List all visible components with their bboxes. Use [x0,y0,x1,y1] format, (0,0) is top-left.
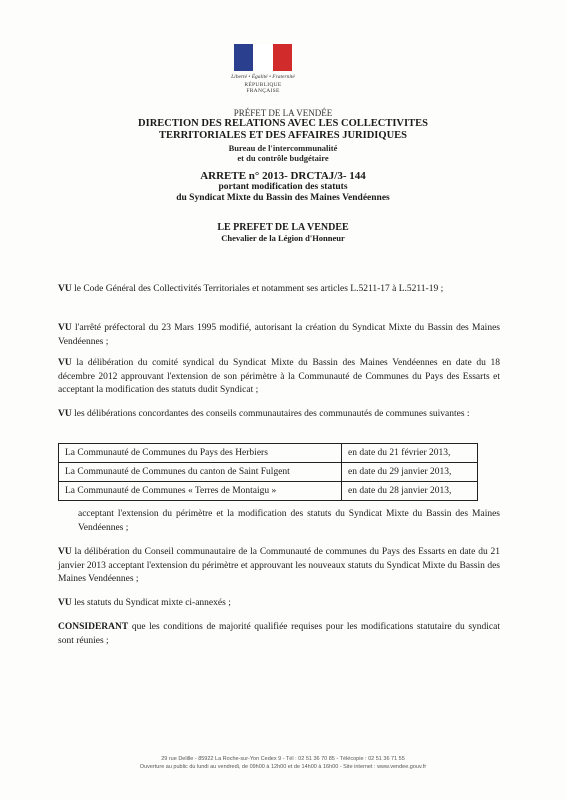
arrete-subject: portant modification des statuts du Syndicat Mixte du Bassin des Maines Vendéennes [176,182,390,203]
commune-name: La Communauté de Communes du canton de Saint Fulgent [59,463,342,482]
table-row [59,482,478,501]
vu-paragraph: VU la délibération du Conseil communautaire de la Communauté de communes du Pays des Essarts en date du 21 janvier 2013 acceptant l'extension du périmètre et approuvant les nouveaux statuts du Syndicat Mixte du Bassin des Maines Vendéennes ; [58,547,500,584]
commune-name: La Communauté de Communes « Terres de Montaigu » [59,482,342,501]
table-row [59,444,478,463]
commune-date: en date du 29 janvier 2013, [342,463,478,482]
page-footer: 29 rue Delille - 85922 La Roche-sur-Yon Cedex 9 - Tél : 02 51 36 70 85 - Télécopie : 02 51 36 71 55 Ouverture au public du lundi au vendredi, de 09h00 à 12h00 et de 14h00 à 16h00 - Site internet : www.vendee.gouv.fr [139,756,427,770]
marianne-logo-icon [228,44,298,96]
vu-paragraph: VU les statuts du Syndicat mixte ci-annexés ; [58,598,231,608]
tricolor-flag-icon [234,44,292,71]
considerant-paragraph: CONSIDERANT que les conditions de majorité qualifiée requises pour les modifications statutaire du syndicat sont réunies ; [58,622,500,646]
prefet-line: PRÉFET DE LA VENDÉE [233,108,333,118]
vu-paragraph: VU la délibération du comité syndical du Syndicat Mixte du Bassin des Maines Vendéennes en date du 18 décembre 2012 approuvant l'extension de son périmètre à la Communauté de Communes du Pays des Essarts et acceptant la modification des statuts dudit Syndicat ; [58,358,500,395]
direction-heading: DIRECTION DES RELATIONS AVEC LES COLLECTIVITES TERRITORIALES ET DES AFFAIRES JURIDIQUES [138,118,428,141]
table-row [59,463,478,482]
republique-francaise: RÉPUBLIQUE FRANÇAISE [244,82,282,94]
chevalier-title: Chevalier de la Légion d'Honneur [221,233,345,243]
le-prefet-title: LE PREFET DE LA VENDEE [217,222,349,233]
vu-paragraph: VU les délibérations concordantes des conseils communautaires des communautés de communes suivantes : [58,409,470,419]
commune-date: en date du 21 février 2013, [342,444,478,463]
republic-motto: Liberté • Égalité • Fraternité [231,74,295,80]
vu-paragraph: VU le Code Général des Collectivités Territoriales et notamment ses articles L.5211-17 à L.5211-19 ; [58,284,444,294]
arrete-number: ARRETE n° 2013- DRCTAJ/3- 144 [200,170,366,182]
bureau-heading: Bureau de l'intercommunalité et du contrôle budgétaire [228,143,338,163]
acceptant-paragraph: acceptant l'extension du périmètre et la modification des statuts du Syndicat Mixte du Bassin des Maines Vendéennes ; [78,509,500,533]
commune-name: La Communauté de Communes du Pays des Herbiers [59,444,342,463]
communes-table [58,443,478,501]
commune-date: en date du 28 janvier 2013, [342,482,478,501]
vu-paragraph: VU l'arrêté préfectoral du 23 Mars 1995 modifié, autorisant la création du Syndicat Mixte du Bassin des Maines Vendéennes ; [58,323,500,347]
